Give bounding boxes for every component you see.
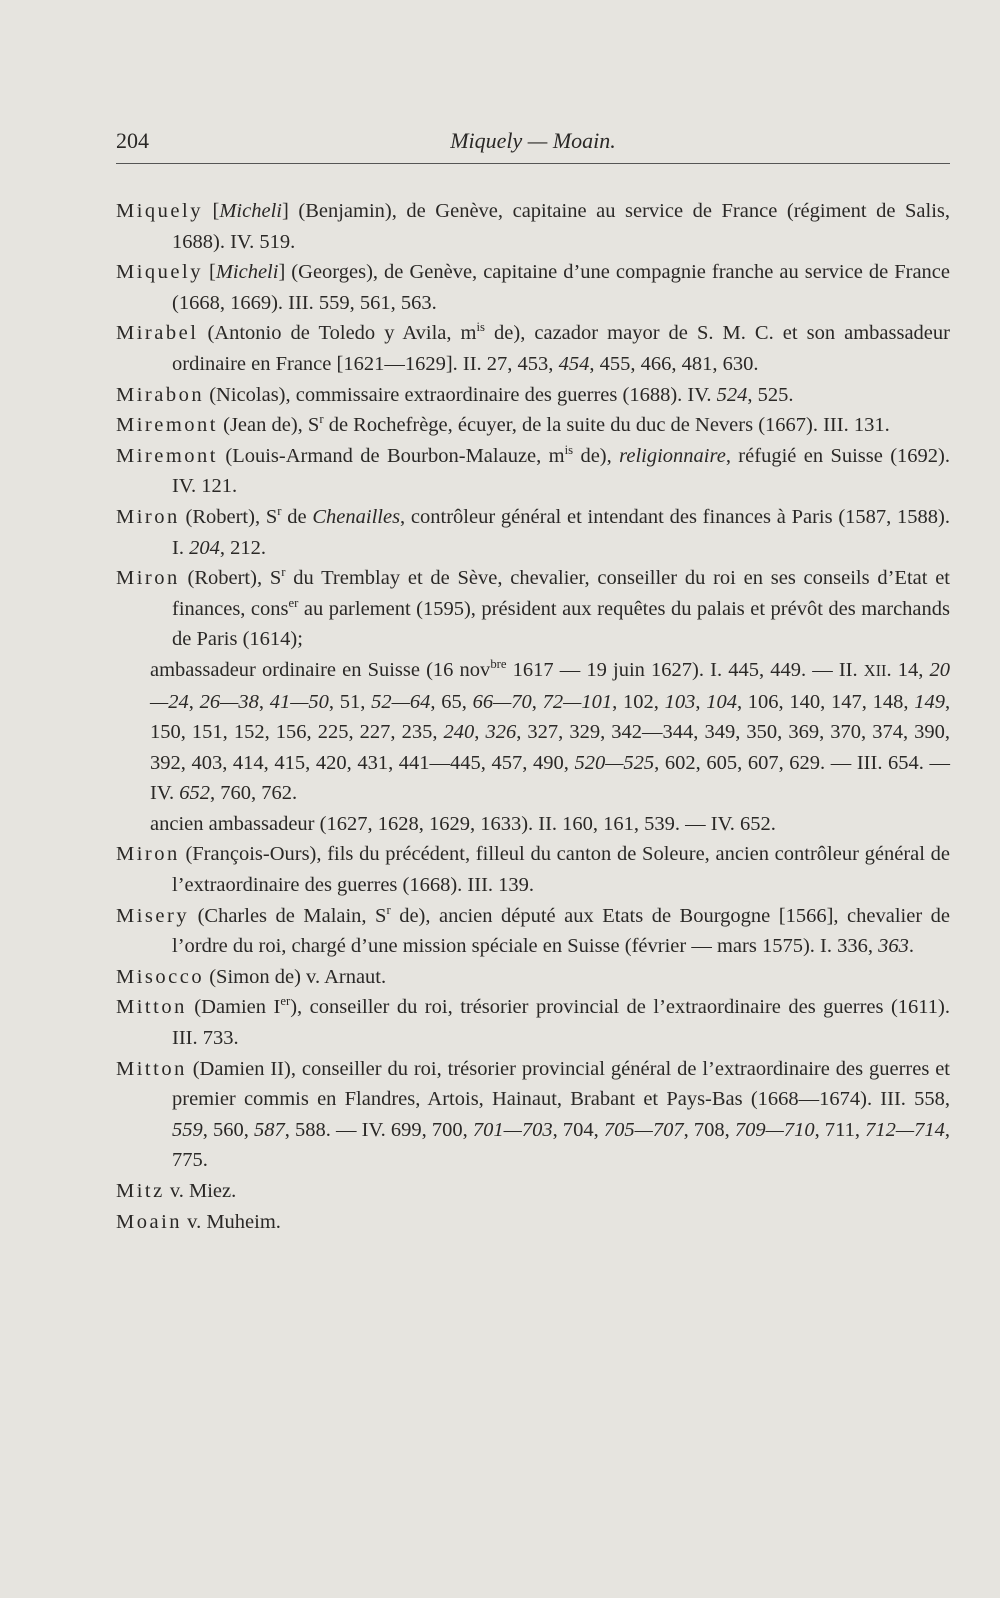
entry-text: , 588. — IV. 699, 700, (284, 1118, 473, 1141)
index-entry (116, 962, 950, 993)
italic-text: 705—707 (603, 1118, 684, 1141)
index-entry (116, 1207, 950, 1238)
italic-text: 26—38 (199, 690, 259, 713)
entry-text: , réfugié en Suisse (1692). IV. 121. (172, 444, 951, 498)
entry-text: , 102, (612, 690, 665, 713)
entry-text: , (695, 690, 707, 713)
header-rule (116, 163, 950, 164)
entry-text: , 525. (747, 383, 794, 406)
entry-text: de), ancien député aux Etats de Bourgogne [1566], chevalier de l’ordre du roi, chargé d’une mission spéciale en Suisse (février — mars 1575). I. 336, (172, 904, 951, 958)
entry-text: , 602, 605, 607, 629. — III. 654. — IV. (150, 751, 950, 805)
entry-text: , (258, 690, 270, 713)
entry-text: , 51, (328, 690, 372, 713)
superscript-text: r (281, 565, 286, 580)
entry-text: (Jean de), S (218, 414, 320, 437)
entry-text: , 106, 140, 147, 148, (736, 690, 915, 713)
italic-text: 41—50 (269, 690, 329, 713)
entry-text: (Damien II), conseiller du roi, trésorier provincial général de l’extraordinaire des guerres et premier commis en Flandres, Artois, Hainaut, Brabant et Pays-Bas (1668—1674). III. 558, (172, 1057, 950, 1111)
entry-text: , 65, (430, 690, 473, 713)
entry-name: Moain (116, 1210, 183, 1233)
entry-text: v. Miez. (164, 1180, 237, 1202)
italic-text: Micheli (215, 261, 279, 284)
entry-text: ] (Benjamin), de Genève, capitaine au service de France (régiment de Salis, 1688). IV. 519. (172, 200, 951, 253)
entry-text: ancien ambassadeur (1627, 1628, 1629, 1633). II. 160, 161, 539. — IV. 652. (150, 812, 776, 835)
entry-text: (Louis-Armand de Bourbon-Malauze, m (218, 444, 565, 467)
index-entry (116, 318, 950, 379)
entry-text: , 327, 329, 342—344, 349, 350, 369, 370, 374, 390, 392, 403, 414, 415, 420, 431, 441—445, 457, 490, (150, 721, 951, 774)
italic-text: 66—70 (472, 690, 532, 713)
entry-text: (Antonio de Toledo y Avila, m (198, 322, 477, 345)
entry-text: ambassadeur ordinaire en Suisse (16 nov (150, 658, 491, 681)
entry-text: , (474, 721, 486, 744)
entry-text: , 212. (219, 536, 266, 559)
entry-text: [ (202, 261, 216, 284)
italic-text: 204 (189, 536, 220, 559)
entry-name: Miron (116, 567, 180, 590)
italic-text: 709—710 (734, 1118, 815, 1141)
entry-name: Misery (116, 904, 190, 927)
italic-text: 326 (485, 721, 517, 744)
entry-text: ] (Georges), de Genève, capitaine d’une compagnie franche au service de France (1668, 1669). III. 559, 561, 563. (172, 261, 950, 314)
italic-text: 520—525 (574, 751, 655, 774)
index-entries (116, 196, 950, 1237)
entry-name: Mirabel (116, 322, 199, 345)
italic-text: Chenailles (312, 505, 401, 528)
superscript-text: r (386, 902, 391, 917)
italic-text: 363 (878, 935, 909, 958)
entry-text: v. Muheim. (182, 1210, 281, 1233)
entry-text: , 775. (172, 1118, 950, 1172)
italic-text: 104 (706, 690, 737, 713)
entry-text: , 150, 151, 152, 156, 225, 227, 235, (150, 690, 951, 744)
italic-text: 103 (664, 690, 696, 713)
entry-name: Miron (116, 843, 180, 866)
index-entry (116, 563, 950, 655)
small-caps-text: XII (863, 660, 887, 680)
entry-text: (Robert), S (179, 505, 278, 528)
italic-text: 52—64 (371, 690, 431, 713)
superscript-text: er (280, 994, 291, 1009)
index-entry (116, 839, 950, 900)
entry-text: du Tremblay et de Sève, chevalier, conseiller du roi en ses conseils d’Etat et finances, cons (172, 567, 950, 620)
entry-text: , 711, (814, 1118, 866, 1141)
index-subentry (116, 655, 950, 809)
entry-text: de), cazador mayor de S. M. C. et son ambassadeur ordinaire en France [1621—1629]. II. 27, 453, (172, 322, 950, 375)
superscript-text: bre (490, 657, 507, 672)
entry-name: Mitz (116, 1180, 165, 1202)
entry-text: . 14, (886, 658, 930, 681)
superscript-text: r (277, 504, 282, 519)
index-entry (116, 901, 950, 962)
index-entry (116, 410, 950, 441)
entry-text: , 708, (683, 1118, 735, 1141)
entry-text: ), conseiller du roi, trésorier provincial de l’extraordinaire des guerres (1611). III. 733. (172, 996, 951, 1050)
entry-text: , 455, 466, 481, 630. (589, 352, 759, 375)
italic-text: 20—24 (150, 658, 950, 713)
index-entry (116, 257, 950, 318)
entry-name: Mitton (116, 996, 187, 1019)
italic-text: Micheli (219, 200, 282, 222)
italic-text: 587 (254, 1118, 285, 1141)
superscript-text: is (476, 320, 485, 335)
index-entry (116, 1054, 950, 1176)
entry-text: de), (573, 444, 620, 467)
italic-text: religionnaire (619, 444, 726, 467)
entry-name: Miremont (116, 414, 218, 437)
italic-text: 701—703 (472, 1118, 553, 1141)
entry-name: Misocco (116, 965, 205, 988)
entry-name: Mirabon (116, 383, 205, 406)
italic-text: 149 (914, 690, 945, 713)
superscript-text: is (564, 442, 574, 457)
italic-text: 652 (179, 782, 210, 805)
italic-text: 524 (716, 383, 748, 406)
entry-text: (François-Ours), fils du précédent, filleul du canton de Soleure, ancien contrôleur général de l’extraordinaire des guerres (1668). III. 139. (172, 843, 950, 897)
index-entry (116, 380, 950, 411)
italic-text: 72—101 (542, 690, 613, 713)
index-entry (116, 502, 950, 563)
running-title: Miquely — Moain. (450, 128, 616, 153)
entry-name: Mitton (116, 1057, 187, 1080)
entry-text: de Rochefrège, écuyer, de la suite du duc de Nevers (1667). III. 131. (323, 414, 890, 437)
entry-text: au parlement (1595), président aux requêtes du palais et prévôt des marchands de Paris (1614); (172, 597, 951, 651)
index-entry (116, 441, 950, 502)
entry-name: Miron (116, 505, 180, 528)
index-entry (116, 196, 950, 257)
entry-text: , 704, (552, 1118, 604, 1141)
index-entry (116, 992, 950, 1053)
entry-text: (Robert), S (179, 567, 282, 590)
entry-name: Miremont (116, 444, 218, 467)
entry-text: (Charles de Malain, S (189, 904, 387, 927)
entry-name: Miquely (116, 200, 203, 222)
entry-text: . (908, 935, 914, 958)
italic-text: 240 (443, 721, 475, 744)
italic-text: 454 (558, 352, 590, 375)
entry-text: , (188, 690, 200, 713)
entry-name: Miquely (116, 261, 203, 284)
superscript-text: er (288, 595, 299, 610)
italic-text: 559 (172, 1118, 203, 1141)
entry-text: , contrôleur général et intendant des finances à Paris (1587, 1588). I. (172, 505, 951, 559)
index-subentry (116, 809, 950, 840)
entry-text: , (531, 690, 543, 713)
entry-text: 1617 — 19 juin 1627). I. 445, 449. — II. (506, 658, 864, 681)
superscript-text: r (319, 412, 324, 427)
entry-text: de (281, 505, 313, 528)
entry-text: (Nicolas), commissaire extraordinaire des guerres (1688). IV. (204, 383, 717, 406)
entry-text: (Simon de) v. Arnaut. (204, 965, 387, 988)
entry-text: [ (202, 200, 220, 222)
running-header (116, 128, 950, 158)
italic-text: 712—714 (865, 1118, 945, 1141)
entry-text: , 760, 762. (210, 782, 298, 805)
entry-text: , 560, (202, 1118, 255, 1141)
index-entry (116, 1176, 950, 1207)
page-number: 204 (116, 128, 149, 153)
entry-text: (Damien I (186, 996, 281, 1019)
